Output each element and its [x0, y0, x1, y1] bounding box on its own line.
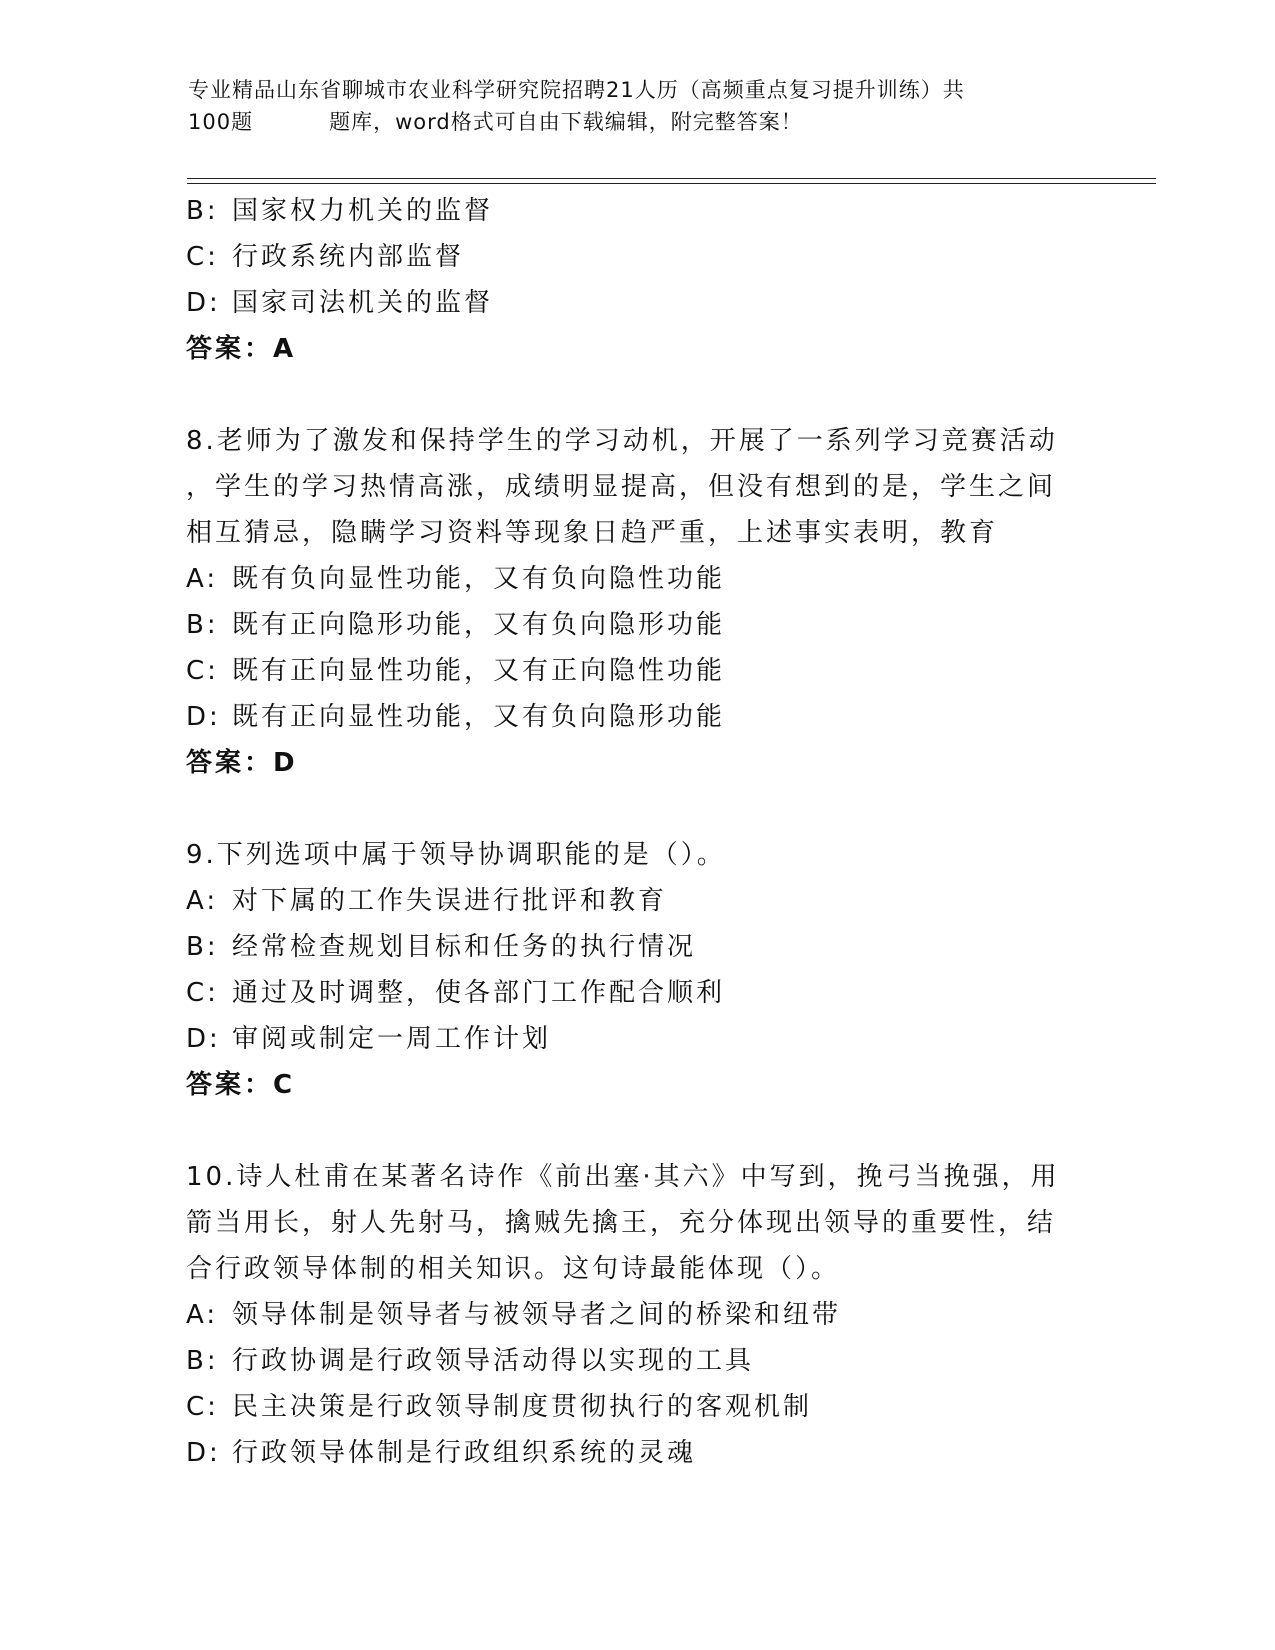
- option-text: 行政协调是行政领导活动得以实现的工具: [232, 1346, 755, 1376]
- option-label: D:: [186, 702, 221, 732]
- option-label: B:: [186, 932, 219, 962]
- option-row: [186, 1292, 1086, 1338]
- question-stem-line: 相互猜忌，隐瞒学习资料等现象日趋严重，上述事实表明，教育: [186, 518, 999, 548]
- option-label: D:: [186, 1024, 221, 1054]
- option-row: [186, 1016, 1086, 1062]
- question-stem-line: 9.下列选项中属于领导协调职能的是（）。: [186, 840, 726, 870]
- option-row: [186, 694, 1086, 740]
- answer-line: 答案：D: [186, 748, 298, 778]
- option-label: A:: [186, 886, 219, 916]
- option-label: A:: [186, 1300, 219, 1330]
- option-label: B:: [186, 196, 219, 226]
- option-row: [186, 602, 1086, 648]
- spacer: [186, 1108, 1086, 1154]
- spacer: [186, 372, 1086, 418]
- option-text: 既有正向显性功能，又有正向隐性功能: [232, 656, 726, 686]
- header-line-1: 专业精品山东省聊城市农业科学研究院招聘21人历（高频重点复习提升训练）共: [188, 78, 965, 102]
- header-line-2: [188, 106, 1088, 138]
- option-text: 经常检查规划目标和任务的执行情况: [232, 932, 697, 962]
- option-text: 既有正向显性功能，又有负向隐形功能: [232, 702, 726, 732]
- option-row: [186, 924, 1086, 970]
- header-description: 题库，word格式可自由下载编辑，附完整答案！: [329, 110, 803, 134]
- header-rule-bottom: [187, 183, 1156, 184]
- option-label: C:: [186, 656, 219, 686]
- page-header: [188, 74, 1088, 138]
- option-text: 既有正向隐形功能，又有负向隐形功能: [232, 610, 726, 640]
- answer-line: 答案：A: [186, 334, 297, 364]
- option-row: [186, 280, 1086, 326]
- option-row: [186, 188, 1086, 234]
- option-label: D:: [186, 288, 221, 318]
- question-8: [186, 418, 1086, 786]
- option-text: 行政领导体制是行政组织系统的灵魂: [232, 1438, 697, 1468]
- question-7: [186, 188, 1086, 372]
- option-label: B:: [186, 610, 219, 640]
- option-label: C:: [186, 242, 219, 272]
- question-stem-line: 8.老师为了激发和保持学生的学习动机，开展了一系列学习竞赛活动: [186, 426, 1058, 456]
- option-row: [186, 1430, 1086, 1476]
- option-text: 领导体制是领导者与被领导者之间的桥梁和纽带: [232, 1300, 842, 1330]
- option-row: [186, 234, 1086, 280]
- option-text: 民主决策是行政领导制度贯彻执行的客观机制: [232, 1392, 813, 1422]
- header-rule-top: [187, 178, 1156, 179]
- option-label: A:: [186, 564, 219, 594]
- option-label: C:: [186, 1392, 219, 1422]
- question-stem-line: 10.诗人杜甫在某著名诗作《前出塞·其六》中写到，挽弓当挽强，用: [186, 1162, 1060, 1192]
- option-text: 国家权力机关的监督: [232, 196, 494, 226]
- spacer: [186, 786, 1086, 832]
- question-stem-line: ，学生的学习热情高涨，成绩明显提高，但没有想到的是，学生之间: [186, 472, 1057, 502]
- question-9: [186, 832, 1086, 1108]
- option-text: 国家司法机关的监督: [232, 288, 494, 318]
- option-row: [186, 648, 1086, 694]
- header-count: 100题: [188, 110, 254, 134]
- option-text: 既有负向显性功能，又有负向隐性功能: [232, 564, 726, 594]
- option-label: B:: [186, 1346, 219, 1376]
- answer-line: 答案：C: [186, 1070, 296, 1100]
- option-label: C:: [186, 978, 219, 1008]
- option-label: D:: [186, 1438, 221, 1468]
- question-10: [186, 1154, 1086, 1476]
- option-text: 通过及时调整，使各部门工作配合顺利: [232, 978, 726, 1008]
- option-row: [186, 556, 1086, 602]
- option-row: [186, 1338, 1086, 1384]
- option-text: 对下属的工作失误进行批评和教育: [232, 886, 668, 916]
- option-row: [186, 1384, 1086, 1430]
- option-text: 审阅或制定一周工作计划: [232, 1024, 552, 1054]
- question-content: [186, 188, 1086, 1476]
- option-row: [186, 970, 1086, 1016]
- option-text: 行政系统内部监督: [232, 242, 465, 272]
- question-stem-line: 箭当用长，射人先射马，擒贼先擒王，充分体现出领导的重要性，结: [186, 1208, 1057, 1238]
- question-stem-line: 合行政领导体制的相关知识。这句诗最能体现（）。: [186, 1254, 841, 1284]
- option-row: [186, 878, 1086, 924]
